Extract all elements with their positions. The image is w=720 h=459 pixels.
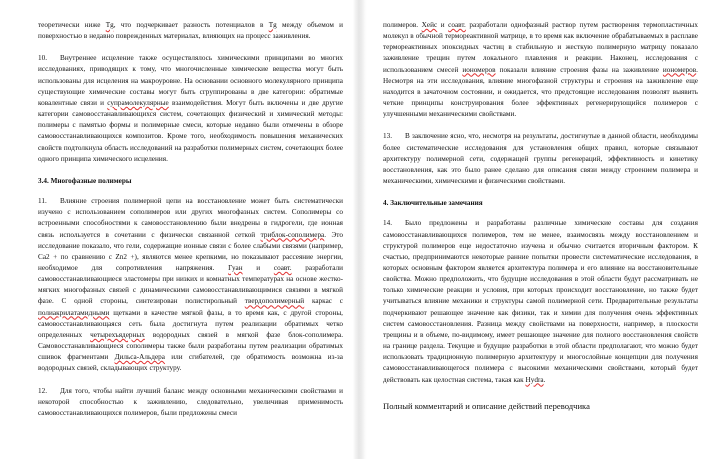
paragraph-text: Для того, чтобы найти лучший баланс между основными механическими свойствами и некоторой способностью к заживлению, следовательно, увеличивая применимость самовосстанавливающихся полимеров, были предложены смеси xyxy=(38,386,343,417)
section-heading-4: 4. Заключительные замечания xyxy=(383,199,483,208)
flagged-word: твердополимерный xyxy=(244,297,305,306)
flagged-word: Tg xyxy=(105,21,114,29)
paragraph-10 xyxy=(38,53,343,165)
paragraph-continued-12 xyxy=(383,20,698,120)
flagged-word: соавт. xyxy=(273,263,292,272)
paragraph-text: Было предложены и разработаны различные химические составы для создания самовосстанавливающихся полимеров, тем не менее, взаимосвязь между восстановлением и структурой полимеров еще недостаточно изучена и обычно считается вторичным фактором. К счастью, предпринимаются некоторые ранние попытки провести систематические исследования, в которых основным фактором является архитектура полимера и его влияние на восстановительные свойства. Можно предположить, что будущие исследования в этой области будут рассматривать не только химические реакции и условия, при которых происходит восстановление, но также будет учитываться влияние механики и структуры самой полимерной сети. Предварительные результаты подчеркивают решающее значение как физики, так и химии для получения очень эффективных систем самовосстановления. Разница между свойствами на поверхности, например, в плоскости трещины и в объеме, по-видимому, имеет решающее значение для полного восстановления свойств на границе раздела. Текущие и будущие разработки в этой области предполагают, что можно будет использовать традиционную полимерную архитектуру и многослойные концепции для получения самовосстанавливающегося полимера с высокими механическими свойствами, который будет действовать как целостная система, такая как Hydra. xyxy=(383,219,698,384)
paragraph-11 xyxy=(38,196,343,375)
document-page-right xyxy=(367,0,720,459)
flagged-word: триблок-сополимера xyxy=(260,230,325,239)
page-separator xyxy=(353,0,367,459)
left-page-text-column xyxy=(38,20,343,419)
flagged-word: соавт. xyxy=(448,21,466,29)
paragraph-12 xyxy=(38,386,343,419)
flagged-word: Гуан xyxy=(228,263,243,272)
paragraph-text: Влияние строения полимерной цепи на восстановление может быть систематически изучено с использованием сополимеров или других многофазных систем. Сополимеры со встроенными способностями к самовосстановлению были внедрены в гидрогели, где ионная связь используется в сочетании с физически связанной сеткой триблок-сополимера. Это исследование показало, что гели, содержащие ионные связи с более слабыми связями (например, Ca2 + по сравнению с Zn2 +), являются менее крепкими, но показывают рассеяние энергии, необходимое для сопротивления напряжения. Гуан и соавт. разработали самовосстанавливающиеся эластомеры при низких и комнатных температурах на основе жестко-мягких многофазных связей с динамическими самовосстанавливающимися связями в мягкой фазе. С одной стороны, синтезирован полистирольный твердополимерный каркас с полиакрилатамидными щетками в качестве мягкой фазы, в то время как, с другой стороны, самовосстанавливающаяся сеть была достигнута путем реализации обратимых четко определенных четырехъядерных водородных связей в мягкой фазе блок-сополимера. Самовосстанавливающиеся сополимеры также были разработаны путем реализации обратимых сшивок фрагментами Дильса-Альдера или сгибателей, где обратимость возможна из-за водородных связей, складывающих структуру. xyxy=(38,197,344,373)
flagged-word: Hydra xyxy=(525,375,544,384)
translator-commentary-title: Полный комментарий и описание действий переводчика xyxy=(383,400,590,411)
paragraph-text: В заключение ясно, что, несмотря на результаты, достигнутые в данной области, необходимы более систематические исследования для установления общих правил, которые связывают архитектуру полимерной сети, содержащей группы регенераций, эффективность и кинетику восстановления, как это было ранее сделано для описания связи между строением полимера и механическими, химическими и физическими свойствами. xyxy=(383,132,698,186)
flagged-word: четырехъядерных xyxy=(90,330,145,339)
right-page-text-column xyxy=(383,20,698,413)
paragraph-number: 12. xyxy=(38,386,48,395)
paragraph-number: 10. xyxy=(38,54,48,63)
paragraph-text: полимеров. Хейс и соавт. разработали однофазный раствор путем растворения термопластичных молекул в обычной термореактивной матрице, в то время как включение обрабатываемых в расплаве термореактивных эпоксидных частиц в стабильную и жесткую полимерную матрицу показало заживление трещин путем локального плавления и реакции. Наконец, исследования с использованием смесей иономеров показали влияние строения фазы на заживление иономеров. Несмотря на эти исследования, влияние многофазной структуры и строения на заживление еще находится в зачаточном состоянии, и ожидается, что предстоящие исследования позволят выявить четкие принципы конструирования более эффективных регенерирующийся полимеров с улучшенными механическими свойствами. xyxy=(383,21,698,119)
flagged-word: Дильса-Альдера xyxy=(114,353,166,362)
flagged-word: полиакрилатамидными xyxy=(38,308,110,317)
paragraph-number: 14. xyxy=(383,219,393,228)
paragraph-text: Внутреннее исцеление также осуществлялось химическими принципами во многих исследованиях, приводящих к тому, что многочисленные химические вещества могут быть использованы для исцеления на макроуровне. На основании основного молекулярного принципа существующие химические составы могут быть сгруппированы в две категории: обратимые ковалентные связи и супрамолекулярные взаимодействия. Могут быть включены и две другие категории самовосстанавливающихся систем, сочетающих физический и химический методы: полимеры с памятью формы и полимерные смеси, которые недавно были отмечены в обзоре самовосстанавливающихся композитов. Кроме того, необходимость повышения механических свойств подтолкнула область исследований на разработки полимерных систем, сочетающих более одного принципа химического исцеления. xyxy=(38,54,343,163)
paragraph-text: теоретически ниже Tg, что подчеркивает разность потенциалов в Tg между объемом и поверхностью в недавно поврежденных материалах, влияющих на процесс заживления. xyxy=(38,21,344,41)
paragraph-number: 11. xyxy=(38,197,47,206)
paragraph-14 xyxy=(383,218,698,385)
paragraph-13 xyxy=(383,131,698,187)
flagged-word: Хейс xyxy=(421,21,438,29)
paragraph-continued-9 xyxy=(38,20,343,42)
flagged-word: Tg xyxy=(268,21,277,29)
flagged-word: иономеров xyxy=(462,65,496,74)
section-heading-3-4: 3.4. Многофазные полимеры xyxy=(38,176,132,185)
flagged-word: супрамолекулярные xyxy=(107,98,169,107)
document-page-left xyxy=(0,0,353,459)
paragraph-number: 13. xyxy=(383,132,393,141)
flagged-word: иономеров xyxy=(662,65,697,74)
